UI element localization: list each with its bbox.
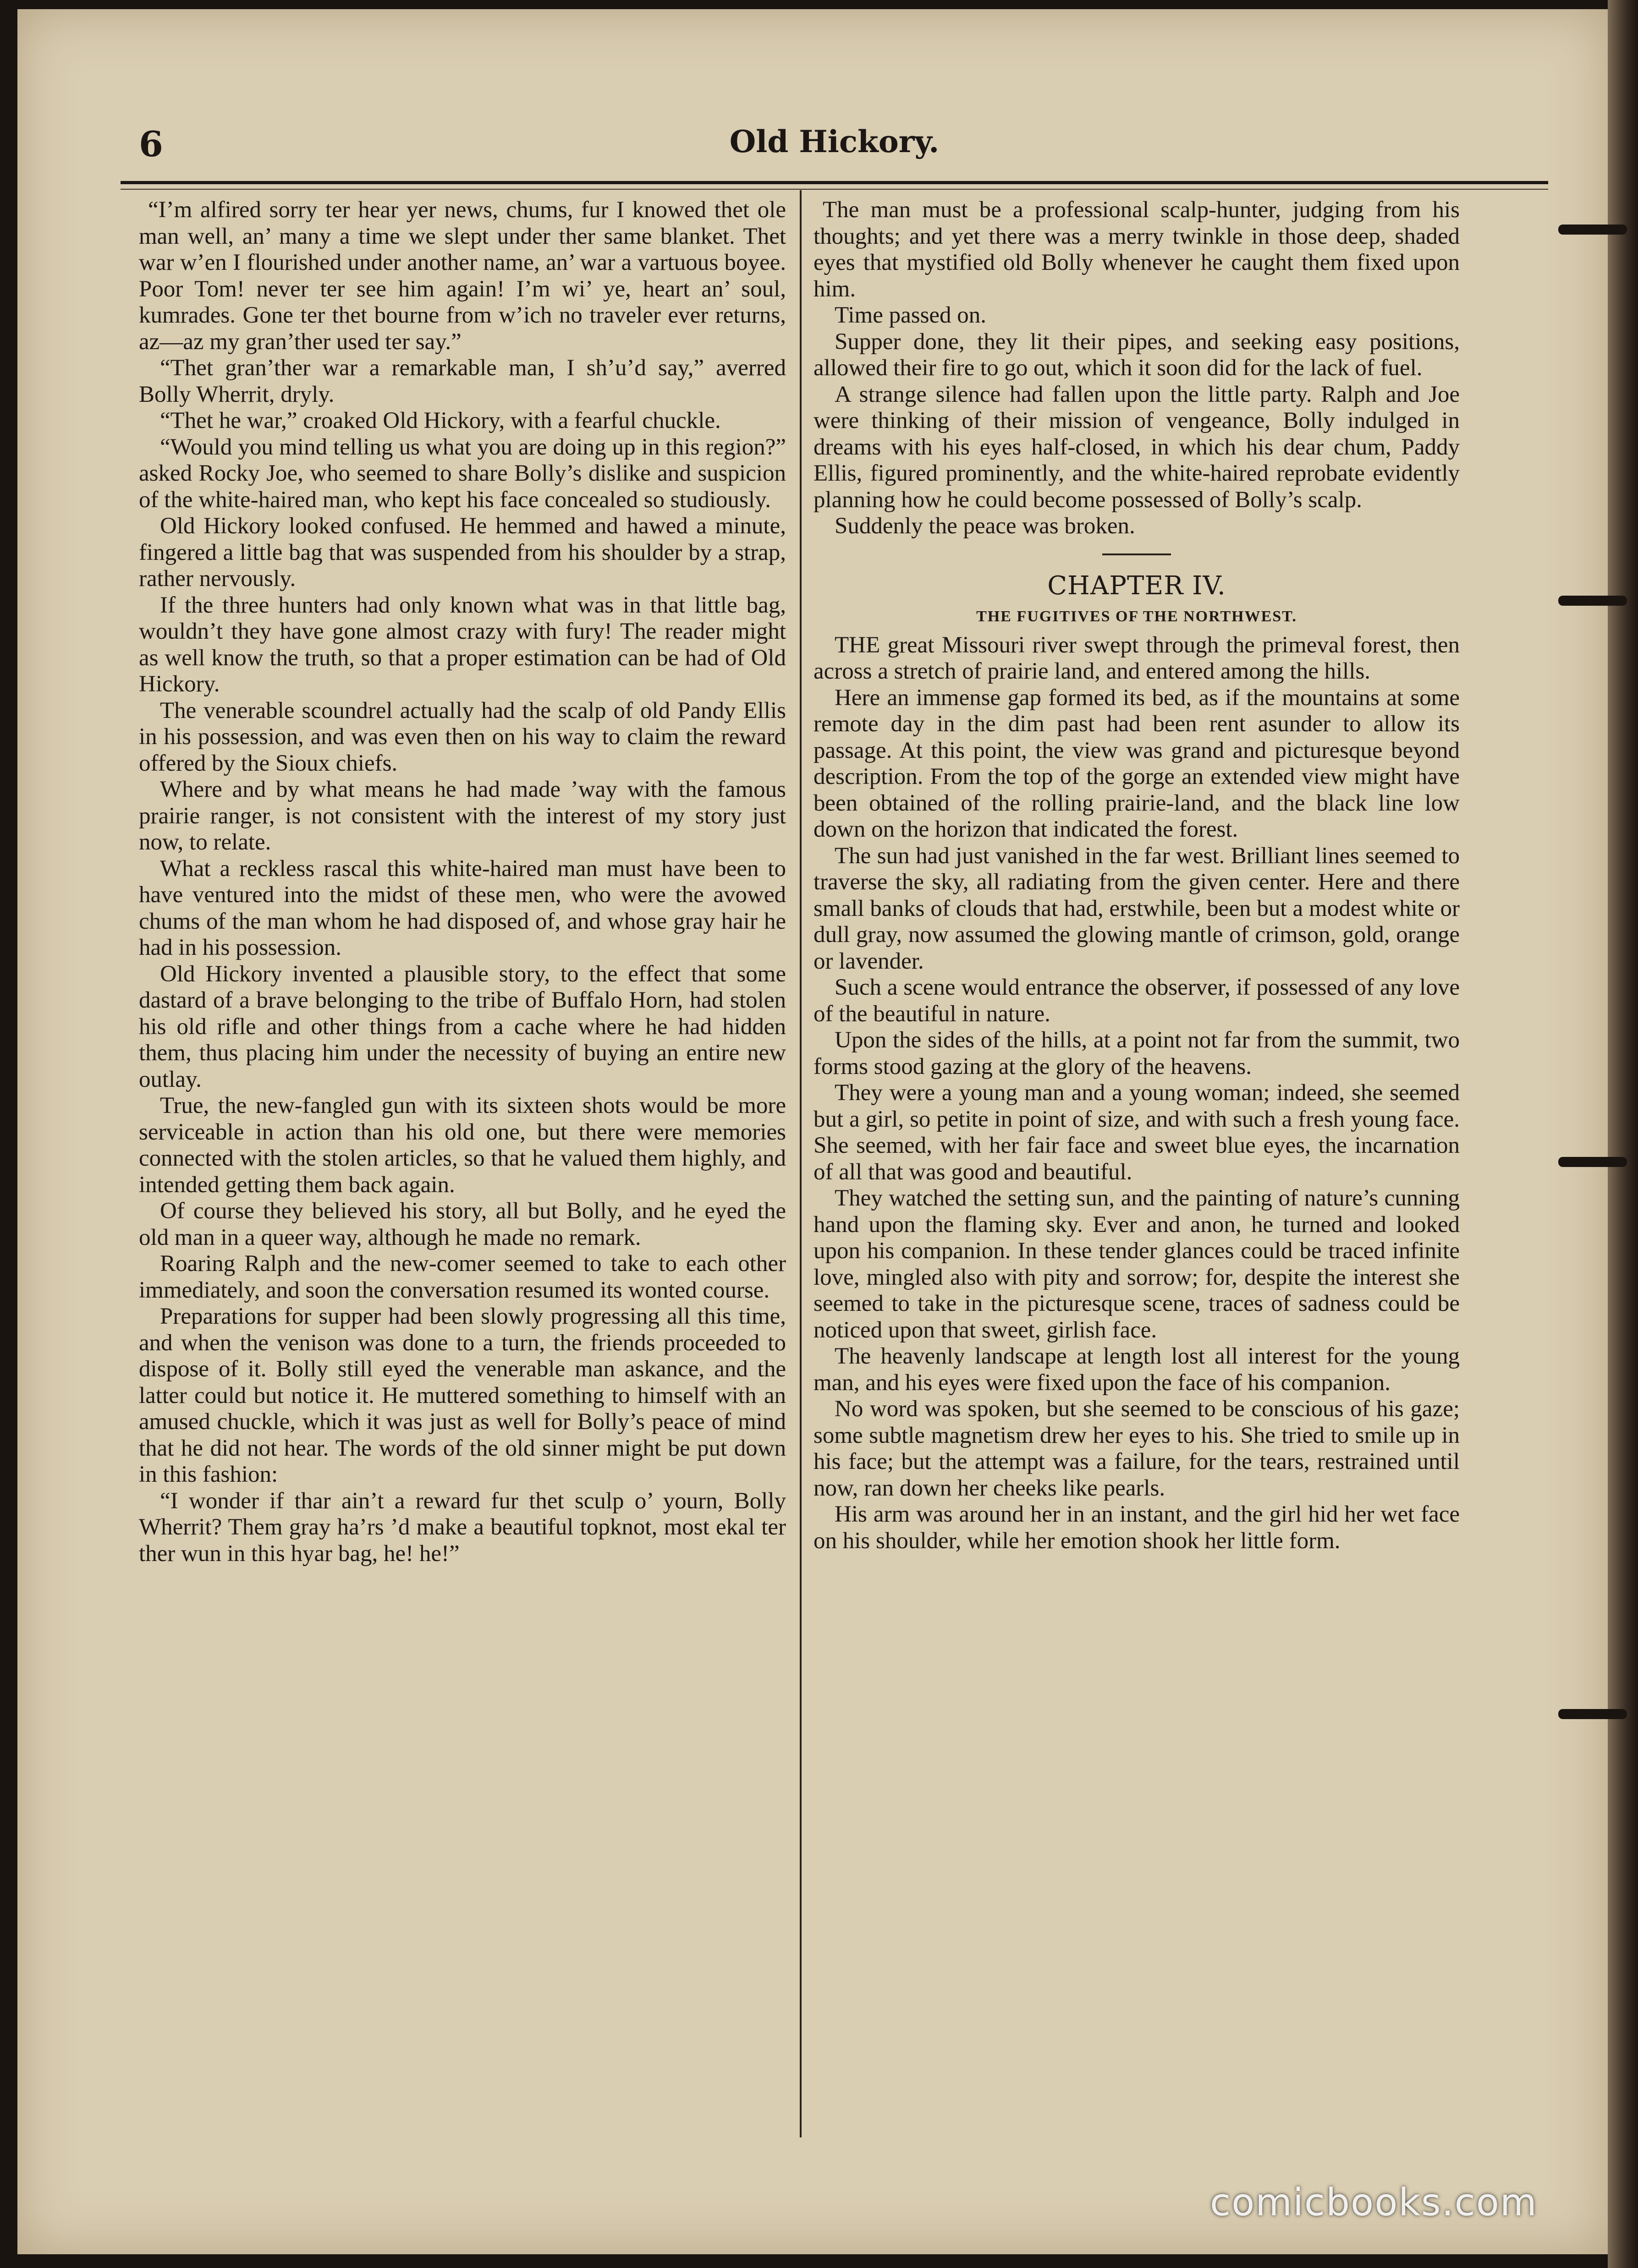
paragraph: Of course they believed his story, all but Bolly, and he eyed the old man in a queer way, although he made no remark. <box>139 1198 786 1250</box>
paragraph: Supper done, they lit their pipes, and seeking easy positions, allowed their fire to go out, which it soon did for the lack of fuel. <box>814 329 1460 381</box>
paragraph: They were a young man and a young woman; indeed, she seemed but a girl, so petite in point of size, and with such a fresh young face. She seemed, with her fair face and sweet blue eyes, the incarnation of all that was good and beautiful. <box>814 1080 1460 1185</box>
paragraph: “Thet he war,” croaked Old Hickory, with a fearful chuckle. <box>160 408 721 433</box>
right-column <box>814 197 1460 1554</box>
paragraph: A strange silence had fallen upon the little party. Ralph and Joe were thinking of their mission of vengeance, Bolly indulged in dreams with his eyes half-closed, in which his dear chum, Paddy Ellis, figured prominently, and the white-haired reprobate evidently planning how he could become possessed of Bolly’s scalp. <box>814 381 1460 513</box>
paragraph: Old Hickory looked confused. He hemmed and hawed a minute, fingered a little bag that was suspended from his shoulder by a strap, rather nervously. <box>139 513 786 592</box>
paragraph: True, the new-fangled gun with its sixteen shots would be more serviceable in action than his old one, but there were memories connected with the stolen articles, so that he valued them highly, and intended getting them back again. <box>139 1093 786 1198</box>
binding-thread <box>1558 1709 1627 1719</box>
paragraph: His arm was around her in an instant, and the girl hid her wet face on his shoulder, while her emotion shook her little form. <box>814 1501 1460 1554</box>
paragraph: “Would you mind telling us what you are doing up in this region?” asked Rocky Joe, who seemed to share Bolly’s dislike and suspicion of the white-haired man, who kept his face concealed so studiously. <box>139 434 786 513</box>
paragraph: Upon the sides of the hills, at a point not far from the summit, two forms stood gazing at the glory of the heavens. <box>814 1027 1460 1079</box>
binding-thread <box>1558 596 1627 606</box>
running-title: Old Hickory. <box>729 124 940 159</box>
binding-thread <box>1558 1157 1627 1167</box>
watermark: comicbooks.com <box>1210 2181 1538 2224</box>
magazine-page <box>17 9 1608 2254</box>
header-rule <box>121 181 1548 184</box>
chapter-separator-rule <box>1102 553 1171 555</box>
paragraph: Such a scene would entrance the observer, if possessed of any love of the beautiful in nature. <box>814 975 1460 1027</box>
page-number: 6 <box>139 124 163 164</box>
binding-thread <box>1558 225 1627 235</box>
chapter-heading: CHAPTER IV. <box>1047 570 1226 601</box>
paragraph: Preparations for supper had been slowly progressing all this time, and when the venison was done to a turn, the friends proceeded to dispose of it. Bolly still eyed the venerable man askance, and the latter could but notice it. He muttered something to himself with an amused chuckle, which it was just as well for Bolly’s peace of mind that he did not hear. The words of the old sinner might be put down in this fashion: <box>139 1304 786 1487</box>
paragraph: The venerable scoundrel actually had the scalp of old Pandy Ellis in his possession, and was even then on his way to claim the reward offered by the Sioux chiefs. <box>139 697 786 776</box>
column-divider <box>800 190 802 2137</box>
paragraph: Time passed on. <box>835 302 987 328</box>
paragraph: If the three hunters had only known what was in that little bag, wouldn’t they have gone almost crazy with fury! The reader might as well know the truth, so that a proper estimation can be had of Old Hickory. <box>139 592 786 697</box>
paragraph: Suddenly the peace was broken. <box>835 513 1135 539</box>
paragraph: Where and by what means he had made ’way with the famous prairie ranger, is not consistent with the interest of my story just now, to relate. <box>139 777 786 855</box>
paragraph: No word was spoken, but she seemed to be conscious of his gaze; some subtle magnetism drew her eyes to his. She tried to smile up in his face; but the attempt was a failure, for the tears, restrained until now, ran down her cheeks like pearls. <box>814 1396 1460 1501</box>
header-rule-thin <box>121 189 1548 190</box>
chapter-subtitle: THE FUGITIVES OF THE NORTHWEST. <box>976 608 1297 625</box>
paragraph: The heavenly landscape at length lost all interest for the young man, and his eyes were fixed upon the face of his companion. <box>814 1343 1460 1396</box>
paragraph: “Thet gran’ther war a remarkable man, I sh’u’d say,” averred Bolly Wherrit, dryly. <box>139 355 786 407</box>
paragraph: “I’m alfired sorry ter hear yer news, chums, fur I knowed thet ole man well, an’ many a time we slept under ther same blanket. Thet war w’en I flourished under another name, an’ war a vartuous boyee. Poor Tom! never ter see him again! I’m wi’ ye, heart an’ soul, kumrades. Gone ter thet bourne from w’ich no traveler ever returns, az—az my gran’ther used ter say.” <box>139 197 786 355</box>
paragraph: The sun had just vanished in the far west. Brilliant lines seemed to traverse the sky, all radiating from the given center. Here and there small banks of clouds that had, erstwhile, been but a modest white or dull gray, now assumed the glowing mantle of crimson, gold, orange or lavender. <box>814 843 1460 974</box>
paragraph: Here an immense gap formed its bed, as if the mountains at some remote day in the dim past had been rent asunder to allow its passage. At this point, the view was grand and picturesque beyond description. From the top of the gorge an extended view might have been obtained of the rolling prairie-land, and the black line low down on the horizon that indicated the forest. <box>814 685 1460 842</box>
left-column <box>139 197 786 1567</box>
paragraph: What a reckless rascal this white-haired man must have been to have ventured into the midst of these men, who were the avowed chums of the man whom he had disposed of, and whose gray hair he had in his possession. <box>139 855 786 960</box>
paragraph: Roaring Ralph and the new-comer seemed to take to each other immediately, and soon the conversation resumed its wonted course. <box>139 1251 786 1303</box>
paragraph: “I wonder if thar ain’t a reward fur thet sculp o’ yourn, Bolly Wherrit? Them gray ha’rs ’d make a beautiful topknot, most ekal ter ther wun in this hyar bag, he! he!” <box>139 1488 786 1567</box>
page-header <box>121 117 1548 176</box>
paragraph: They watched the setting sun, and the painting of nature’s cunning hand upon the flaming sky. Ever and anon, he turned and looked upon his companion. In these tender glances could be traced infinite love, mingled also with pity and sorrow; for, despite the interest she seemed to take in the picturesque scene, traces of sadness could be noticed upon that sweet, girlish face. <box>814 1185 1460 1343</box>
page-binding-edge <box>1608 0 1638 2268</box>
paragraph: Old Hickory invented a plausible story, to the effect that some dastard of a brave belonging to the tribe of Buffalo Horn, had stolen his old rifle and other things from a cache where he had hidden them, thus placing him under the necessity of buying an entire new outlay. <box>139 961 786 1092</box>
paragraph: THE great Missouri river swept through the primeval forest, then across a stretch of prairie land, and entered among the hills. <box>814 632 1460 684</box>
paragraph: The man must be a professional scalp-hunter, judging from his thoughts; and yet there was a merry twinkle in those deep, shaded eyes that mystified old Bolly whenever he caught them fixed upon him. <box>814 197 1460 302</box>
